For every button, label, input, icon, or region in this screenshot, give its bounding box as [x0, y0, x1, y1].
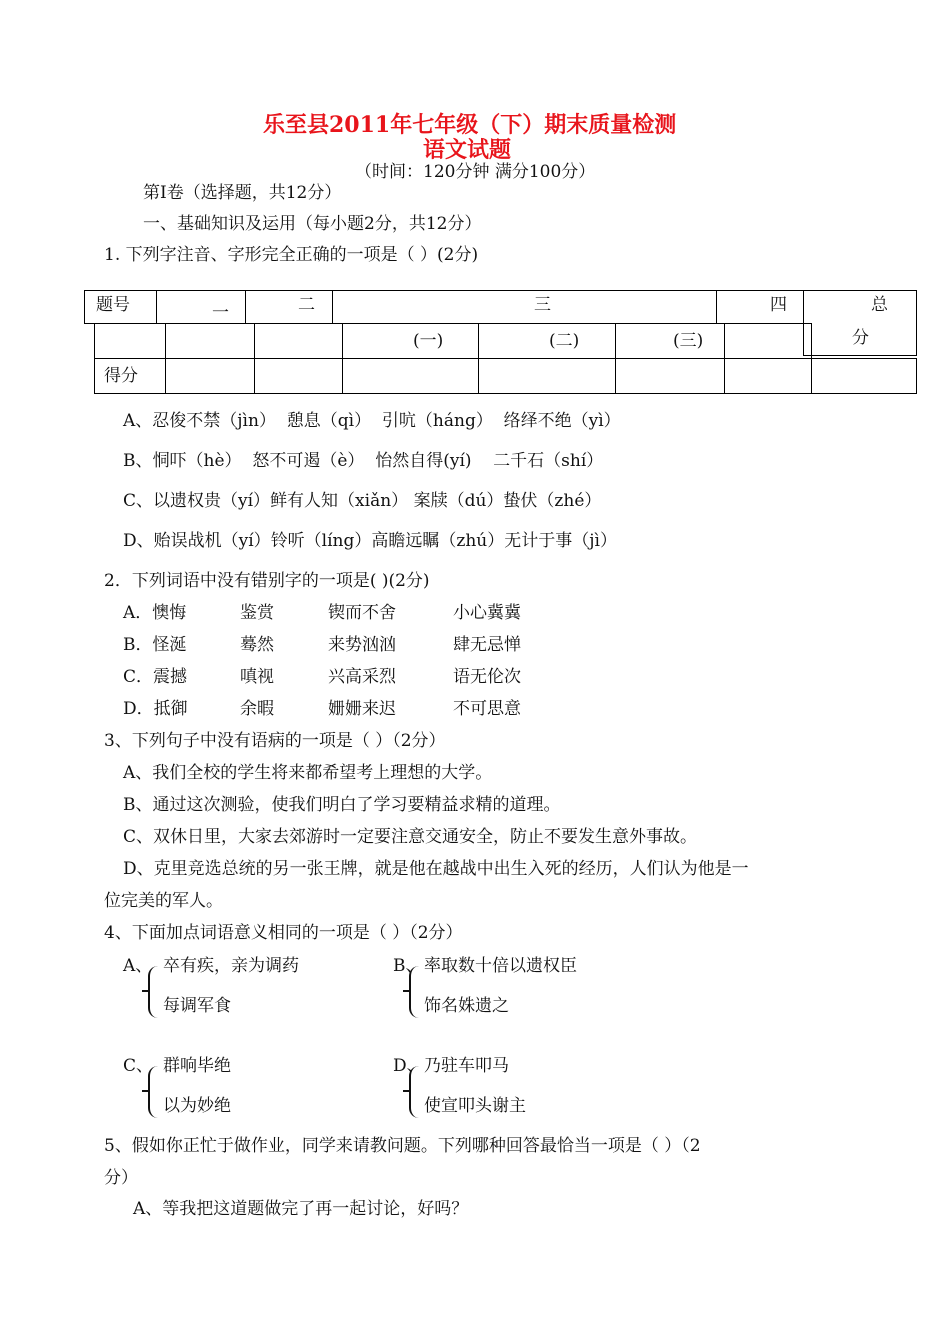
q1-option-c — [123, 491, 601, 511]
q4-b-prefix: B、 — [393, 956, 423, 976]
question-5-stem-line1: 5、假如你正忙于做作业，同学来请教问题。下列哪种回答最恰当一项是（ ）（2 — [104, 1136, 701, 1156]
option-item: 高瞻远瞩（zhú） — [371, 531, 505, 551]
option-item: 恫吓（hè） — [152, 451, 242, 471]
option-prefix: C、 — [123, 491, 154, 511]
table-score-label: 得分 — [104, 366, 138, 386]
exam-subtitle: 语文试题 — [423, 137, 512, 163]
option-item: 案牍（dú） — [413, 491, 504, 511]
table-subheader-2: (二) — [549, 331, 580, 351]
part-heading: 一、基础知识及运用（每小题2分，共12分） — [143, 214, 482, 234]
table-cell — [254, 323, 343, 359]
option-prefix: A、 — [123, 411, 153, 431]
table-cell — [478, 358, 616, 394]
table-cell — [245, 290, 333, 324]
q2-a-1: A．懊悔 — [123, 603, 187, 623]
q4-c-prefix: C、 — [123, 1056, 154, 1076]
table-cell — [156, 290, 246, 324]
table-cell — [615, 323, 725, 359]
q4-d-line2: 使宣叩头谢主 — [424, 1096, 526, 1116]
q2-c-4: 语无伦次 — [453, 667, 521, 687]
table-header-number: 题号 — [96, 295, 130, 315]
q2-c-3: 兴高采烈 — [328, 667, 396, 687]
option-item: 怡然自得(yí) — [375, 451, 472, 471]
option-item: 蛰伏（zhé） — [503, 491, 602, 511]
question-4-stem: 4、下面加点词语意义相同的一项是（ ）（2分） — [104, 923, 463, 943]
option-prefix: B、 — [123, 451, 153, 471]
option-item: 引吭（háng） — [381, 411, 493, 431]
q2-a-3: 锲而不舍 — [328, 603, 396, 623]
q2-b-4: 肆无忌惮 — [453, 635, 521, 655]
brace-icon — [148, 1066, 160, 1118]
question-3-stem: 3、下列句子中没有语病的一项是（ ）（2分） — [104, 731, 446, 751]
q3-option-a: A、我们全校的学生将来都希望考上理想的大学。 — [123, 763, 493, 783]
question-5-stem-line2: 分） — [104, 1168, 138, 1188]
table-cell — [724, 358, 812, 394]
option-item: 怒不可遏（è） — [252, 451, 365, 471]
table-cell — [94, 323, 166, 359]
q2-c-1: C．震撼 — [123, 667, 188, 687]
option-item: 络绎不绝（yì） — [503, 411, 621, 431]
q1-option-a — [123, 411, 621, 431]
q4-a-prefix: A、 — [123, 956, 153, 976]
question-2-stem: 2．下列词语中没有错别字的一项是( )(2分) — [104, 571, 430, 591]
table-cell — [724, 323, 812, 359]
table-header-one: 一 — [212, 303, 229, 323]
q3-option-c: C、双休日里，大家去郊游时一定要注意交通安全，防止不要发生意外事故。 — [123, 827, 698, 847]
option-item: 二千石（shí） — [493, 451, 604, 471]
brace-icon — [148, 966, 160, 1018]
table-header-four: 四 — [770, 295, 787, 315]
q2-a-2: 鉴赏 — [240, 603, 274, 623]
q1-option-b — [123, 451, 603, 471]
table-header-total-2: 分 — [852, 328, 869, 348]
option-item: 铃听（líng） — [270, 531, 372, 551]
option-item: 忍俊不禁（jìn） — [152, 411, 276, 431]
q4-b-line1: 率取数十倍以遗权臣 — [424, 956, 577, 976]
table-cell — [165, 358, 255, 394]
q4-a-line2: 每调军食 — [163, 996, 231, 1016]
q4-b-line2: 饰名姝遗之 — [424, 996, 509, 1016]
table-cell — [716, 290, 804, 324]
q2-a-4: 小心冀冀 — [453, 603, 521, 623]
q3-option-d-line2: 位完美的军人。 — [104, 891, 223, 911]
table-cell — [615, 358, 725, 394]
table-subheader-1: (一) — [413, 331, 444, 351]
q4-d-line1: 乃驻车叩马 — [424, 1056, 509, 1076]
table-header-total: 总 — [871, 295, 888, 315]
q4-d-prefix: D、 — [393, 1056, 424, 1076]
q3-option-b: B、通过这次测验，使我们明白了学习要精益求精的道理。 — [123, 795, 561, 815]
table-cell — [332, 290, 717, 324]
time-info: （时间：120分钟 满分100分） — [355, 162, 596, 182]
table-header-three: 三 — [534, 295, 551, 315]
q2-c-2: 嗔视 — [240, 667, 274, 687]
table-header-two: 二 — [298, 295, 315, 315]
q1-option-d — [123, 531, 617, 551]
table-cell — [811, 358, 917, 394]
exam-title: 乐至县2011年七年级（下）期末质量检测 — [263, 112, 677, 138]
q3-option-d-line1: D、克里竞选总统的另一张王牌，就是他在越战中出生入死的经历，人们认为他是一 — [123, 859, 749, 879]
q2-d-1: D．抵御 — [123, 699, 188, 719]
table-cell — [478, 323, 616, 359]
q2-b-3: 来势汹汹 — [328, 635, 396, 655]
q2-d-3: 姗姗来迟 — [328, 699, 396, 719]
option-prefix: D、 — [123, 531, 154, 551]
option-item: 鲜有人知（xiǎn） — [270, 491, 409, 511]
q2-b-1: B．怪涎 — [123, 635, 187, 655]
q4-c-line2: 以为妙绝 — [163, 1096, 231, 1116]
question-1-stem: 1. 下列字注音、字形完全正确的一项是（ ）(2分) — [104, 245, 479, 265]
table-cell — [165, 323, 255, 359]
option-item: 以遗权贵（yí） — [153, 491, 271, 511]
option-item: 贻误战机（yí） — [153, 531, 271, 551]
q2-d-4: 不可思意 — [453, 699, 521, 719]
table-cell — [342, 323, 479, 359]
option-item: 憩息（qì） — [286, 411, 372, 431]
q4-c-line1: 群响毕绝 — [163, 1056, 231, 1076]
q2-d-2: 余暇 — [240, 699, 274, 719]
q5-option-a: A、等我把这道题做完了再一起讨论，好吗？ — [133, 1199, 469, 1219]
option-item: 无计于事（jì） — [504, 531, 617, 551]
brace-icon — [409, 966, 421, 1018]
brace-icon — [409, 1066, 421, 1118]
table-cell — [342, 358, 479, 394]
table-cell — [254, 358, 343, 394]
q4-a-line1: 卒有疾，亲为调药 — [163, 956, 299, 976]
q2-b-2: 蓦然 — [240, 635, 274, 655]
volume-heading: 第Ⅰ卷（选择题，共12分） — [143, 183, 342, 203]
table-subheader-3: (三) — [673, 331, 704, 351]
